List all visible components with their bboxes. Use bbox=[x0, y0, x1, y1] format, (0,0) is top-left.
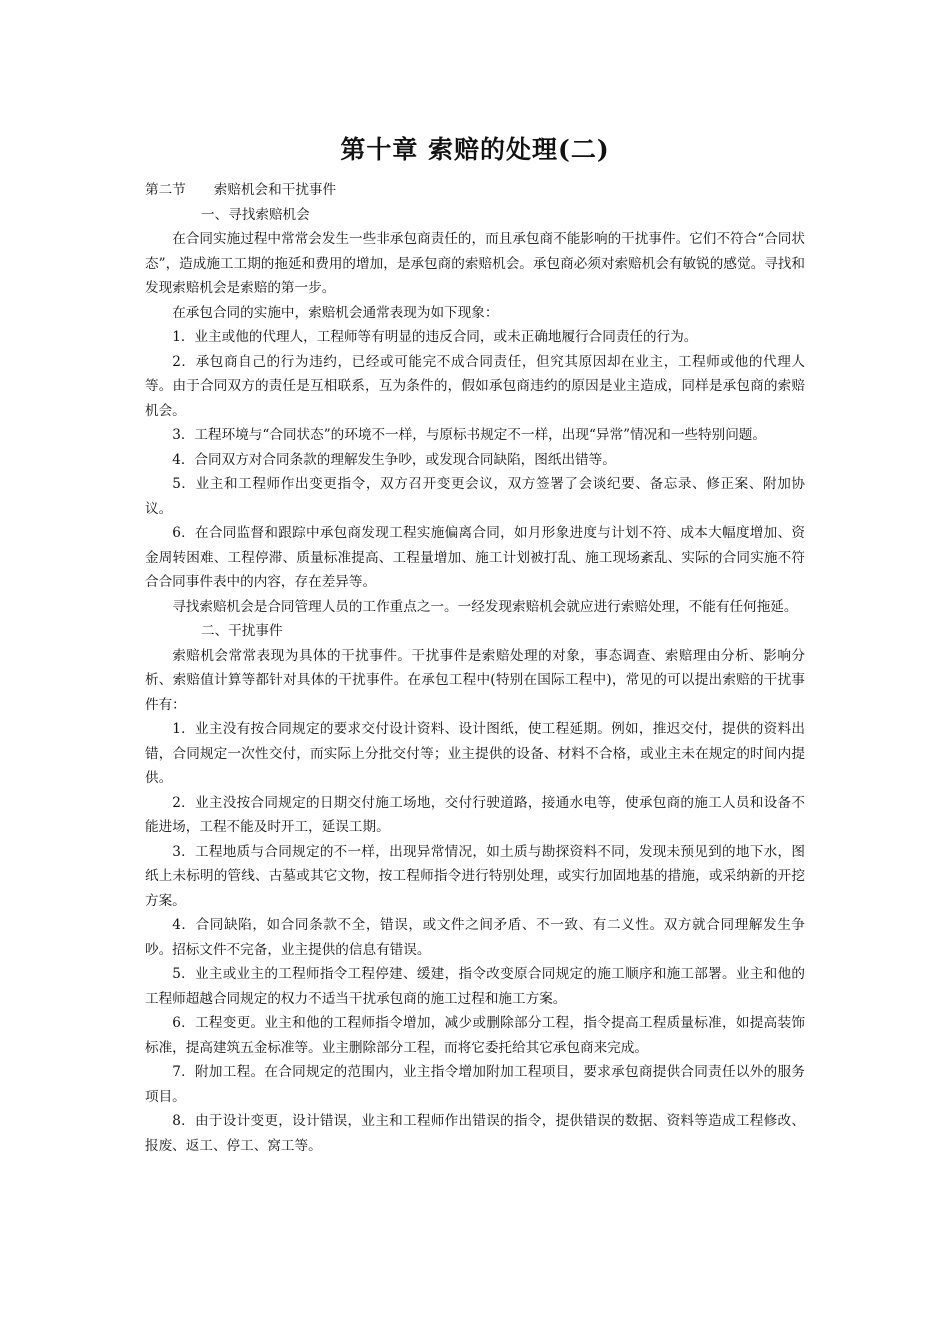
page-title: 第十章 索赔的处理(二) bbox=[340, 135, 610, 164]
paragraph: 在合同实施过程中常常会发生一些非承包商责任的，而且承包商不能影响的干扰事件。它们不符合“合同状态”，造成施工工期的拖延和费用的增加，是承包商的索赔机会。承包商必须对索赔机会有敏锐的感觉。寻找和发现索赔机会是索赔的第一步。 bbox=[145, 231, 805, 296]
paragraph: 寻找索赔机会是合同管理人员的工作重点之一。一经发现索赔机会就应进行索赔处理，不能有任何拖延。 bbox=[172, 598, 798, 615]
section-heading bbox=[145, 178, 805, 203]
list-item: 4．合同缺陷，如合同条款不全，错误，或文件之间矛盾、不一致、有二义性。双方就合同理解发生争吵。招标文件不完备，业主提供的信息有错误。 bbox=[145, 917, 805, 958]
list-item: 7．附加工程。在合同规定的范围内，业主指令增加附加工程项目，要求承包商提供合同责任以外的服务项目。 bbox=[145, 1064, 805, 1105]
list-item: 3．工程环境与“合同状态”的环境不一样，与原标书规定不一样，出现“异常”情况和一些特别问题。 bbox=[172, 427, 766, 443]
list-item: 2．承包商自己的行为违约，已经或可能完不成合同责任，但究其原因却在业主，工程师或他的代理人等。由于合同双方的责任是互相联系，互为条件的，假如承包商违约的原因是业主造成，同样是承包商的索赔机会。 bbox=[145, 353, 805, 419]
list-item: 4．合同双方对合同条款的理解发生争吵，或发现合同缺陷，图纸出错等。 bbox=[172, 451, 616, 468]
list-item: 8．由于设计变更，设计错误，业主和工程师作出错误的指令，提供错误的数据、资料等造成工程修改、报废、返工、停工、窝工等。 bbox=[145, 1113, 805, 1154]
paragraph: 在承包合同的实施中，索赔机会通常表现为如下现象： bbox=[172, 304, 499, 321]
list-item: 3．工程地质与合同规定的不一样，出现异常情况，如土质与勘探资料不同，发现未预见到的地下水，图纸上未标明的管线、古墓或其它文物，按工程师指令进行特别处理，或实行加固地基的措施，或采纳新的开挖方案。 bbox=[145, 843, 805, 909]
list-item: 6．工程变更。业主和他的工程师指令增加，减少或删除部分工程，指令提高工程质量标准，如提高装饰标准，提高建筑五金标准等。业主删除部分工程，而将它委托给其它承包商来完成。 bbox=[145, 1015, 805, 1056]
section-number: 第二节 bbox=[145, 182, 186, 198]
list-item: 5．业主或业主的工程师指令工程停建、缓建，指令改变原合同规定的施工顺序和施工部署。业主和他的工程师超越合同规定的权力不适当干扰承包商的施工过程和施工方案。 bbox=[145, 966, 805, 1007]
list-item: 1．业主没有按合同规定的要求交付设计资料、设计图纸，使工程延期。例如，推迟交付，提供的资料出错，合同规定一次性交付，而实际上分批交付等；业主提供的设备、材料不合格，或业主未在规定的时间内提供。 bbox=[145, 721, 805, 786]
paragraph: 索赔机会常常表现为具体的干扰事件。干扰事件是索赔处理的对象，事态调查、索赔理由分析、影响分析、索赔值计算等都针对具体的干扰事件。在承包工程中(特别在国际工程中)，常见的可以提出索赔的干扰事件有： bbox=[145, 647, 805, 713]
document-body bbox=[145, 178, 805, 1158]
list-item: 1．业主或他的代理人，工程师等有明显的违反合同，或未正确地履行合同责任的行为。 bbox=[172, 329, 698, 345]
subsection-heading-2: 二、干扰事件 bbox=[201, 623, 283, 639]
list-item: 5．业主和工程师作出变更指令，双方召开变更会议，双方签署了会谈纪要、备忘录、修正案、附加协议。 bbox=[145, 476, 805, 517]
subsection-heading-1: 一、寻找索赔机会 bbox=[201, 206, 310, 223]
list-item: 2．业主没按合同规定的日期交付施工场地，交付行驶道路，接通水电等，使承包商的施工人员和设备不能进场，工程不能及时开工，延误工期。 bbox=[145, 794, 805, 835]
list-item: 6．在合同监督和跟踪中承包商发现工程实施偏离合同，如月形象进度与计划不符、成本大幅度增加、资金周转困难、工程停滞、质量标准提高、工程量增加、施工计划被打乱、施工现场紊乱、实际的合同实施不符合合同事件表中的内容，存在差异等。 bbox=[145, 525, 805, 590]
section-title: 索赔机会和干扰事件 bbox=[213, 182, 337, 198]
